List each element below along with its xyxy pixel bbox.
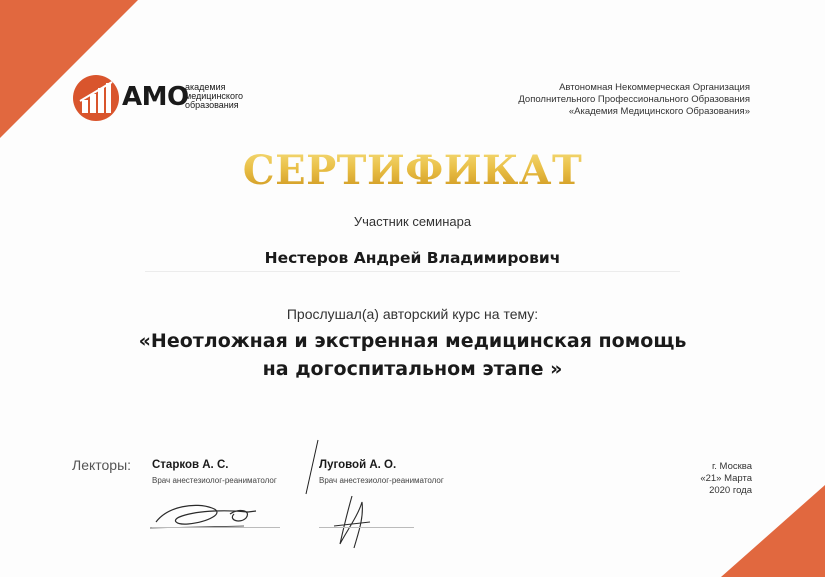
organization-line: Автономная Некоммерческая Организация	[559, 82, 750, 93]
lecturer-2	[319, 459, 444, 485]
divider-pen-stroke	[302, 438, 322, 498]
logo-subtitle-line: образования	[185, 100, 239, 110]
participant-label: Участник семинара	[353, 214, 472, 229]
logo-subtitle	[185, 83, 265, 110]
organization-line: Дополнительного Профессионального Образования	[518, 94, 750, 105]
lecturer-role: Врач анестезиолог-реаниматолог	[152, 476, 277, 485]
lecturer-name: Старков А. С.	[152, 459, 229, 471]
amo-logo	[72, 74, 262, 124]
logo-abbreviation: АМО	[122, 82, 189, 112]
place-date-line: г. Москва	[711, 461, 752, 472]
logo-subtitle-line: медицинского	[185, 91, 244, 101]
name-underline	[145, 271, 680, 272]
lecturer-name: Луговой А. О.	[319, 459, 397, 471]
place-date-line: «21» Марта	[700, 473, 752, 484]
course-label: Прослушал(а) авторский курс на тему:	[286, 306, 539, 322]
certificate-title: СЕРТИФИКАТ	[0, 146, 825, 196]
organization-name	[518, 82, 750, 118]
signature-line	[152, 527, 280, 528]
bar-chart-circle-icon	[72, 74, 120, 122]
course-title	[0, 327, 825, 383]
signature-2	[318, 492, 378, 552]
lecturers-label: Лекторы:	[72, 457, 132, 473]
signature-1	[148, 498, 263, 530]
participant-name: Нестеров Андрей Владимирович	[264, 249, 561, 267]
lecturer-role: Врач анестезиолог-реаниматолог	[319, 476, 444, 485]
place-and-date	[700, 461, 752, 497]
logo-subtitle-line: академия	[185, 82, 226, 92]
course-title-line: на догоспитальном этапе »	[262, 358, 563, 380]
signature-line	[319, 527, 414, 528]
place-date-line: 2020 года	[709, 485, 752, 496]
course-title-line: «Неотложная и экстренная медицинская помощь	[138, 330, 687, 352]
lecturer-1	[152, 459, 277, 485]
organization-line: «Академия Медицинского Образования»	[568, 106, 750, 117]
